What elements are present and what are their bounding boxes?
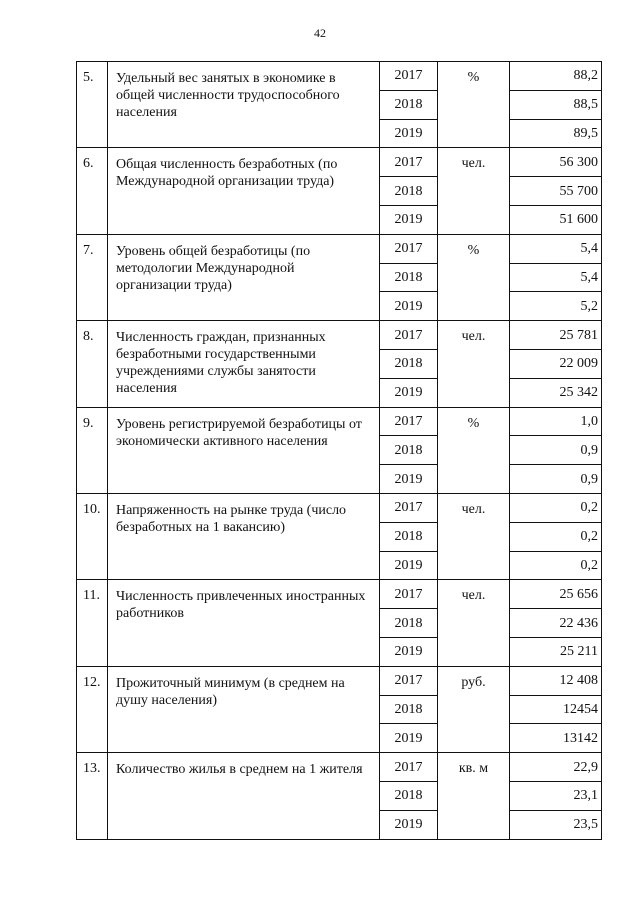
value-cell: 55 700 bbox=[510, 177, 602, 206]
row-number: 9. bbox=[77, 407, 108, 493]
indicator-name: Уровень регистрируемой безработицы от экономически активного населения bbox=[108, 407, 380, 493]
unit-cell: руб. bbox=[438, 666, 510, 752]
row-number: 12. bbox=[77, 666, 108, 752]
value-cell: 0,2 bbox=[510, 551, 602, 580]
value-cell: 12454 bbox=[510, 695, 602, 724]
value-cell: 25 656 bbox=[510, 580, 602, 609]
value-cell: 25 342 bbox=[510, 378, 602, 407]
row-number: 11. bbox=[77, 580, 108, 666]
table-row bbox=[77, 666, 602, 695]
unit-cell: % bbox=[438, 234, 510, 320]
year-cell: 2019 bbox=[380, 724, 438, 753]
value-cell: 56 300 bbox=[510, 148, 602, 177]
table-row bbox=[77, 148, 602, 177]
value-cell: 25 211 bbox=[510, 637, 602, 666]
row-number: 6. bbox=[77, 148, 108, 234]
table-row bbox=[77, 753, 602, 782]
page-number: 42 bbox=[314, 26, 326, 40]
value-cell: 22 009 bbox=[510, 349, 602, 378]
year-cell: 2017 bbox=[380, 62, 438, 91]
value-cell: 5,4 bbox=[510, 234, 602, 263]
year-cell: 2017 bbox=[380, 580, 438, 609]
year-cell: 2017 bbox=[380, 321, 438, 350]
value-cell: 13142 bbox=[510, 724, 602, 753]
year-cell: 2017 bbox=[380, 407, 438, 436]
value-cell: 88,5 bbox=[510, 90, 602, 119]
value-cell: 89,5 bbox=[510, 119, 602, 148]
value-cell: 88,2 bbox=[510, 62, 602, 91]
year-cell: 2017 bbox=[380, 753, 438, 782]
year-cell: 2019 bbox=[380, 465, 438, 494]
table-row bbox=[77, 62, 602, 91]
unit-cell: % bbox=[438, 62, 510, 148]
year-cell: 2019 bbox=[380, 378, 438, 407]
row-number: 5. bbox=[77, 62, 108, 148]
value-cell: 0,2 bbox=[510, 522, 602, 551]
year-cell: 2019 bbox=[380, 292, 438, 321]
indicator-name: Численность граждан, признанных безработными государственными учреждениями службы занятости населения bbox=[108, 321, 380, 407]
year-cell: 2018 bbox=[380, 90, 438, 119]
unit-cell: чел. bbox=[438, 321, 510, 407]
year-cell: 2018 bbox=[380, 349, 438, 378]
indicator-name: Общая численность безработных (по Международной организации труда) bbox=[108, 148, 380, 234]
indicators-table bbox=[76, 61, 602, 840]
year-cell: 2018 bbox=[380, 436, 438, 465]
indicator-name: Количество жилья в среднем на 1 жителя bbox=[108, 753, 380, 839]
table-row bbox=[77, 321, 602, 350]
year-cell: 2017 bbox=[380, 148, 438, 177]
year-cell: 2017 bbox=[380, 493, 438, 522]
year-cell: 2018 bbox=[380, 263, 438, 292]
value-cell: 23,1 bbox=[510, 781, 602, 810]
table-row bbox=[77, 580, 602, 609]
indicator-name: Прожиточный минимум (в среднем на душу населения) bbox=[108, 666, 380, 752]
row-number: 7. bbox=[77, 234, 108, 320]
row-number: 10. bbox=[77, 493, 108, 579]
value-cell: 1,0 bbox=[510, 407, 602, 436]
year-cell: 2018 bbox=[380, 522, 438, 551]
year-cell: 2019 bbox=[380, 119, 438, 148]
year-cell: 2017 bbox=[380, 234, 438, 263]
value-cell: 22 436 bbox=[510, 609, 602, 638]
indicator-name: Уровень общей безработицы (по методологии Международной организации труда) bbox=[108, 234, 380, 320]
table-row bbox=[77, 234, 602, 263]
value-cell: 0,2 bbox=[510, 493, 602, 522]
year-cell: 2019 bbox=[380, 810, 438, 839]
year-cell: 2019 bbox=[380, 551, 438, 580]
value-cell: 22,9 bbox=[510, 753, 602, 782]
year-cell: 2018 bbox=[380, 695, 438, 724]
year-cell: 2018 bbox=[380, 177, 438, 206]
year-cell: 2018 bbox=[380, 781, 438, 810]
indicator-name: Удельный вес занятых в экономике в общей численности трудоспособного населения bbox=[108, 62, 380, 148]
row-number: 8. bbox=[77, 321, 108, 407]
value-cell: 25 781 bbox=[510, 321, 602, 350]
indicator-name: Напряженность на рынке труда (число безработных на 1 вакансию) bbox=[108, 493, 380, 579]
value-cell: 5,4 bbox=[510, 263, 602, 292]
value-cell: 5,2 bbox=[510, 292, 602, 321]
year-cell: 2018 bbox=[380, 609, 438, 638]
unit-cell: чел. bbox=[438, 493, 510, 579]
table-row bbox=[77, 407, 602, 436]
value-cell: 51 600 bbox=[510, 205, 602, 234]
value-cell: 12 408 bbox=[510, 666, 602, 695]
unit-cell: % bbox=[438, 407, 510, 493]
unit-cell: чел. bbox=[438, 148, 510, 234]
unit-cell: чел. bbox=[438, 580, 510, 666]
year-cell: 2019 bbox=[380, 637, 438, 666]
value-cell: 0,9 bbox=[510, 436, 602, 465]
indicator-name: Численность привлеченных иностранных работников bbox=[108, 580, 380, 666]
year-cell: 2017 bbox=[380, 666, 438, 695]
value-cell: 0,9 bbox=[510, 465, 602, 494]
year-cell: 2019 bbox=[380, 205, 438, 234]
value-cell: 23,5 bbox=[510, 810, 602, 839]
unit-cell: кв. м bbox=[438, 753, 510, 839]
row-number: 13. bbox=[77, 753, 108, 839]
table-row bbox=[77, 493, 602, 522]
